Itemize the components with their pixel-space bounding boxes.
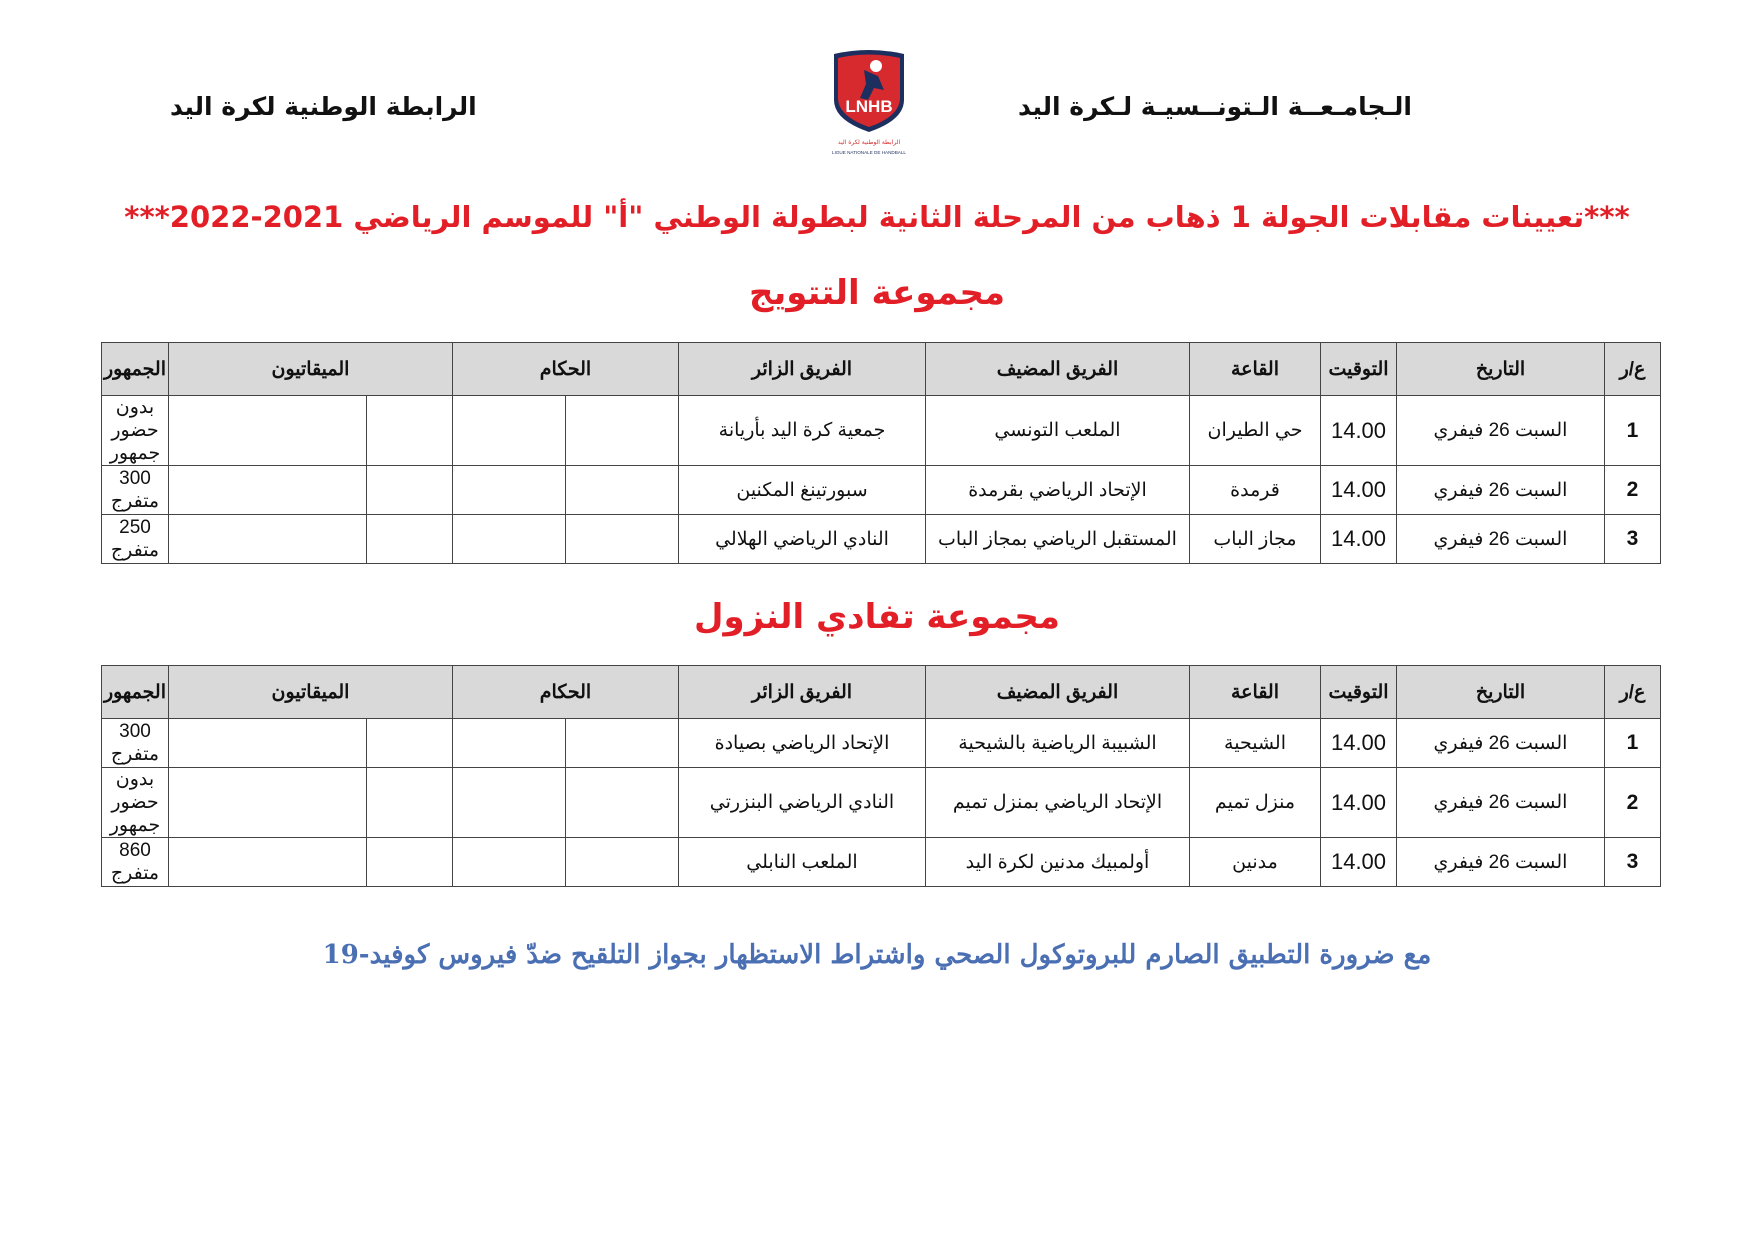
referee-cell xyxy=(452,719,565,768)
col-header-home: الفريق المضيف xyxy=(926,666,1190,719)
logo-subtitle: LIGUE NATIONALE DE HANDBALL xyxy=(832,150,906,155)
home-team: الإتحاد الرياضي بقرمدة xyxy=(926,466,1190,515)
col-header-home: الفريق المضيف xyxy=(926,343,1190,396)
row-number: 2 xyxy=(1605,768,1661,838)
table-header-row xyxy=(102,343,1661,396)
audience: بدون حضور جمهور xyxy=(102,396,169,466)
audience: 300 متفرج xyxy=(102,719,169,768)
away-team: الملعب النابلي xyxy=(679,838,926,887)
col-header-date: التاريخ xyxy=(1397,343,1605,396)
match-time: 14.00 xyxy=(1321,466,1397,515)
referee-cell xyxy=(566,719,679,768)
referee-cell xyxy=(452,768,565,838)
timekeeper-cell xyxy=(168,466,366,515)
home-team: الملعب التونسي xyxy=(926,396,1190,466)
match-venue: مجاز الباب xyxy=(1190,515,1321,564)
timekeeper-cell xyxy=(366,515,452,564)
home-team: الإتحاد الرياضي بمنزل تميم xyxy=(926,768,1190,838)
table-row xyxy=(102,838,1661,887)
col-header-timekeepers: الميقاتيون xyxy=(168,343,452,396)
table-row xyxy=(102,719,1661,768)
timekeeper-cell xyxy=(168,396,366,466)
match-venue: منزل تميم xyxy=(1190,768,1321,838)
match-time: 14.00 xyxy=(1321,838,1397,887)
referee-cell xyxy=(452,396,565,466)
match-venue: مدنين xyxy=(1190,838,1321,887)
federation-name: الـجامـعــة الـتونــسيـة لـكرة اليد xyxy=(1018,92,1412,121)
referee-cell xyxy=(566,396,679,466)
timekeeper-cell xyxy=(366,838,452,887)
covid-protocol-note: مع ضرورة التطبيق الصارم للبروتوكول الصحي واشتراط الاستظهار بجواز التلقيح ضدّ فيروس كوفيد-19 xyxy=(322,940,1432,970)
table-row xyxy=(102,768,1661,838)
away-team: النادي الرياضي الهلالي xyxy=(679,515,926,564)
col-header-time: التوقيت xyxy=(1321,666,1397,719)
col-header-num: ع/ر xyxy=(1605,343,1661,396)
page-title: ***تعيينات مقابلات الجولة 1 ذهاب من المرحلة الثانية لبطولة الوطني "أ" للموسم الرياضي 2021-2022*** xyxy=(124,200,1630,234)
row-number: 1 xyxy=(1605,396,1661,466)
col-header-referees: الحكام xyxy=(452,343,678,396)
row-number: 1 xyxy=(1605,719,1661,768)
col-header-num: ع/ر xyxy=(1605,666,1661,719)
col-header-venue: القاعة xyxy=(1190,343,1321,396)
timekeeper-cell xyxy=(366,396,452,466)
referee-cell xyxy=(566,515,679,564)
col-header-venue: القاعة xyxy=(1190,666,1321,719)
match-time: 14.00 xyxy=(1321,719,1397,768)
group-title-crowning: مجموعة التتويج xyxy=(748,273,1006,313)
timekeeper-cell xyxy=(168,719,366,768)
match-time: 14.00 xyxy=(1321,515,1397,564)
match-time: 14.00 xyxy=(1321,396,1397,466)
home-team: أولمبيك مدنين لكرة اليد xyxy=(926,838,1190,887)
referee-cell xyxy=(452,515,565,564)
referee-cell xyxy=(566,838,679,887)
audience: 860 متفرج xyxy=(102,838,169,887)
referee-cell xyxy=(452,838,565,887)
col-header-audience: الجمهور xyxy=(102,666,169,719)
schedule-table-relegation xyxy=(101,665,1661,887)
table-row xyxy=(102,466,1661,515)
match-venue: قرمدة xyxy=(1190,466,1321,515)
match-venue: الشيحية xyxy=(1190,719,1321,768)
timekeeper-cell xyxy=(366,768,452,838)
away-team: جمعية كرة اليد بأريانة xyxy=(679,396,926,466)
away-team: النادي الرياضي البنزرتي xyxy=(679,768,926,838)
col-header-audience: الجمهور xyxy=(102,343,169,396)
away-team: سبورتينغ المكنين xyxy=(679,466,926,515)
lnhb-logo xyxy=(824,48,914,158)
match-date: السبت 26 فيفري xyxy=(1397,466,1605,515)
row-number: 2 xyxy=(1605,466,1661,515)
table-row xyxy=(102,515,1661,564)
audience: بدون حضور جمهور xyxy=(102,768,169,838)
table-header-row xyxy=(102,666,1661,719)
timekeeper-cell xyxy=(168,768,366,838)
row-number: 3 xyxy=(1605,515,1661,564)
table-row xyxy=(102,396,1661,466)
match-date: السبت 26 فيفري xyxy=(1397,396,1605,466)
match-date: السبت 26 فيفري xyxy=(1397,719,1605,768)
col-header-away: الفريق الزائر xyxy=(679,343,926,396)
logo-arabic-text: الرابطة الوطنية لكرة اليد xyxy=(837,139,901,146)
timekeeper-cell xyxy=(168,838,366,887)
group-title-relegation: مجموعة تفادي النزول xyxy=(694,597,1060,637)
away-team: الإتحاد الرياضي بصيادة xyxy=(679,719,926,768)
col-header-timekeepers: الميقاتيون xyxy=(168,666,452,719)
referee-cell xyxy=(566,768,679,838)
col-header-date: التاريخ xyxy=(1397,666,1605,719)
league-name: الرابطة الوطنية لكرة اليد xyxy=(170,92,477,121)
timekeeper-cell xyxy=(366,719,452,768)
match-date: السبت 26 فيفري xyxy=(1397,838,1605,887)
logo-abbr: LNHB xyxy=(845,97,893,116)
home-team: المستقبل الرياضي بمجاز الباب xyxy=(926,515,1190,564)
timekeeper-cell xyxy=(168,515,366,564)
col-header-time: التوقيت xyxy=(1321,343,1397,396)
match-time: 14.00 xyxy=(1321,768,1397,838)
audience: 300 متفرج xyxy=(102,466,169,515)
referee-cell xyxy=(452,466,565,515)
match-date: السبت 26 فيفري xyxy=(1397,515,1605,564)
audience: 250 متفرج xyxy=(102,515,169,564)
match-venue: حي الطيران xyxy=(1190,396,1321,466)
row-number: 3 xyxy=(1605,838,1661,887)
referee-cell xyxy=(566,466,679,515)
match-date: السبت 26 فيفري xyxy=(1397,768,1605,838)
col-header-away: الفريق الزائر xyxy=(679,666,926,719)
col-header-referees: الحكام xyxy=(452,666,678,719)
timekeeper-cell xyxy=(366,466,452,515)
home-team: الشبيبة الرياضية بالشيحية xyxy=(926,719,1190,768)
schedule-table-crowning xyxy=(101,342,1661,564)
